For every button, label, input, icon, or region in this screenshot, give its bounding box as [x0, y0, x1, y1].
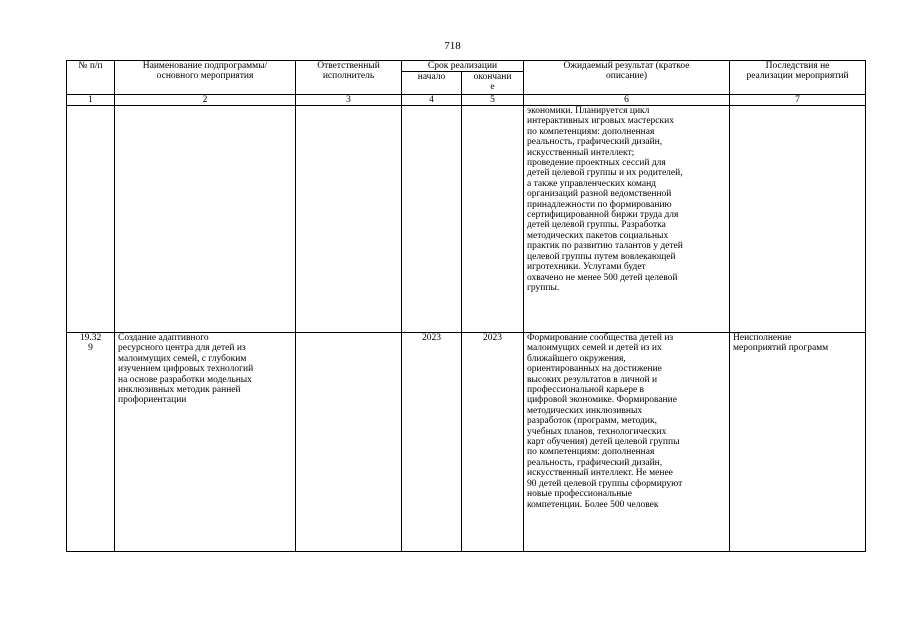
- column-number: 3: [296, 95, 402, 106]
- row-start: [402, 106, 462, 333]
- row-name: Создание адаптивного ресурсного центра для детей из малоимущих семей, с глубоким изучением цифровых технологий на основе разработки модельных инклюзивных методик ранней профориентации: [115, 333, 296, 552]
- header-executor: Ответственный исполнитель: [296, 61, 402, 95]
- header-row-1: [67, 61, 866, 72]
- header-result: Ожидаемый результат (краткое описание): [524, 61, 730, 95]
- column-number: 2: [115, 95, 296, 106]
- header-consequence: Последствия не реализации мероприятий: [730, 61, 866, 95]
- header-name: Наименование подпрограммы/ основного мероприятия: [115, 61, 296, 95]
- row-executor: [296, 106, 402, 333]
- row-result: экономики. Планируется цикл интерактивных игровых мастерских по компетенциям: дополненная реальность, графический дизайн, искусственный интеллект; проведение проектных сессий для детей целевой группы и их родителей, а также управленческих команд организаций разной ведомственной принадлежности по формированию сертифицированной биржи труда для детей целевой группы. Разработка методических пакетов социальных практик по развитию талантов у детей целевой группы путем вовлекающей игротехники. Услугами будет охвачено не менее 500 детей целевой группы.: [524, 106, 730, 333]
- column-number: 5: [462, 95, 524, 106]
- row-consequence: Неисполнение мероприятий программ: [730, 333, 866, 552]
- column-number-row: [67, 95, 866, 106]
- column-number: 1: [67, 95, 115, 106]
- header-number: № п/п: [67, 61, 115, 95]
- row-number: [67, 106, 115, 333]
- column-number: 4: [402, 95, 462, 106]
- row-consequence: [730, 106, 866, 333]
- header-end: окончани е: [462, 72, 524, 95]
- row-number: 19.32 9: [67, 333, 115, 552]
- column-number: 6: [524, 95, 730, 106]
- table-row: [67, 106, 866, 333]
- header-period: Срок реализации: [402, 61, 524, 72]
- column-number: 7: [730, 95, 866, 106]
- program-table: [66, 60, 866, 552]
- page-number: 718: [444, 40, 461, 52]
- row-result: Формирование сообщества детей из малоимущих семей и детей из их ближайшего окружения, ориентированных на достижение высоких результатов в личной и профессиональной карьере в цифровой экономике. Формирование методических инклюзивных разработок (программ, методик, учебных планов, технологических карт обучения) детей целевой группы по компетенциям: дополненная реальность, графический дизайн, искусственный интеллект. Не менее 90 детей целевой группы сформируют новые профессиональные компетенции. Более 500 человек: [524, 333, 730, 552]
- row-name: [115, 106, 296, 333]
- row-executor: [296, 333, 402, 552]
- row-start: 2023: [402, 333, 462, 552]
- row-end: [462, 106, 524, 333]
- row-end: 2023: [462, 333, 524, 552]
- table-row: [67, 333, 866, 552]
- header-start: начало: [402, 72, 462, 95]
